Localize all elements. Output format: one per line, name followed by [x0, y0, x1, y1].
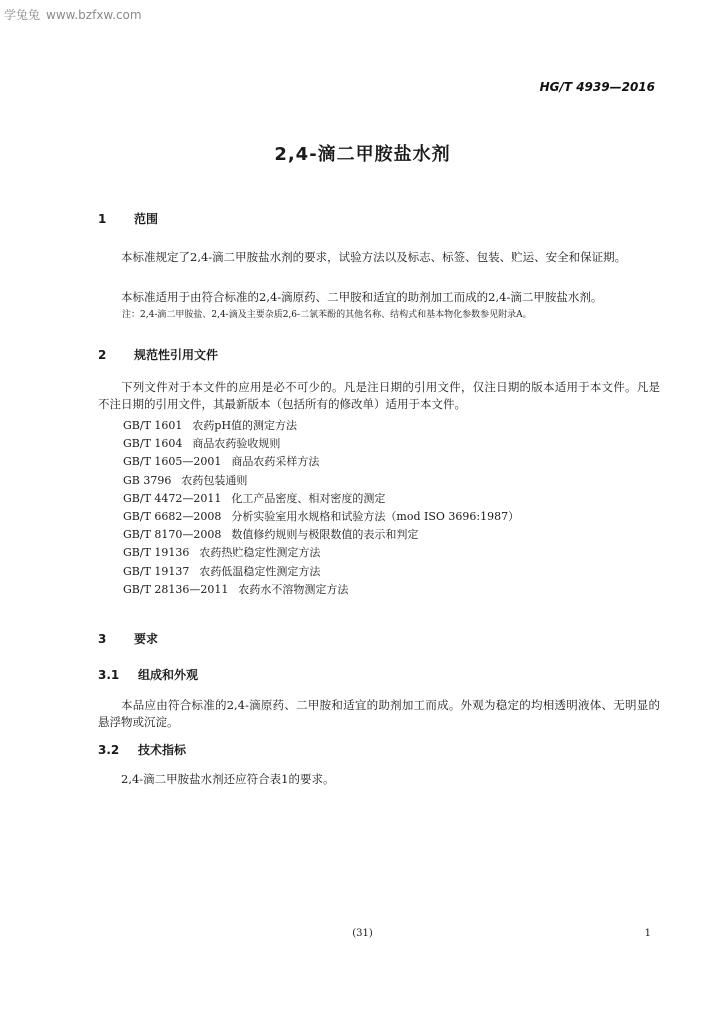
page-mark: (31): [352, 928, 373, 939]
section-number: 3: [98, 632, 107, 646]
reference-title: 分析实验室用水规格和试验方法（mod ISO 3696:1987）: [231, 509, 520, 523]
section-2-heading: [98, 346, 218, 363]
reference-item: [123, 581, 519, 599]
reference-title: 农药低温稳定性测定方法: [199, 564, 321, 578]
section-title: 范围: [134, 212, 159, 226]
reference-item: [123, 508, 519, 526]
subsection-title: 技术指标: [138, 743, 187, 757]
subsection-number: 3.1: [98, 668, 120, 682]
normative-reference-list: [123, 417, 519, 599]
reference-item: [123, 453, 519, 471]
reference-code: GB/T 19136: [123, 546, 190, 560]
section-title: 要求: [134, 632, 159, 646]
section-3-heading: [98, 630, 158, 647]
reference-item: [123, 417, 519, 435]
subsection-title: 组成和外观: [138, 668, 199, 682]
section-number: 1: [98, 212, 107, 226]
reference-code: GB/T 8170—2008: [123, 528, 222, 542]
section-3-1-text: 本品应由符合标准的2,4-滴原药、二甲胺和适宜的助剂加工而成。外观为稳定的均相透明液体、无明显的悬浮物或沉淀。: [98, 698, 660, 729]
document-title: 2,4-滴二甲胺盐水剂: [274, 144, 451, 165]
reference-code: GB/T 19137: [123, 564, 190, 578]
reference-code: GB/T 28136—2011: [123, 582, 229, 596]
reference-item: [123, 563, 519, 581]
reference-code: GB/T 6682—2008: [123, 509, 222, 523]
reference-item: [123, 490, 519, 508]
watermark: [4, 6, 142, 23]
reference-title: 商品农药验收规则: [192, 437, 281, 451]
reference-title: 农药包装通则: [181, 473, 248, 487]
section-number: 2: [98, 348, 107, 362]
section-title: 规范性引用文件: [134, 348, 219, 362]
reference-code: GB/T 1604: [123, 437, 183, 451]
section-1-paragraph-2: 本标准适用于由符合标准的2,4-滴原药、二甲胺和适宜的助剂加工而成的2,4-滴二甲胺盐水剂。: [121, 290, 603, 304]
reference-item: [123, 472, 519, 490]
section-3-2-text: 2,4-滴二甲胺盐水剂还应符合表1的要求。: [121, 772, 335, 786]
reference-code: GB/T 4472—2011: [123, 491, 222, 505]
section-1-heading: [98, 210, 158, 227]
reference-code: GB 3796: [123, 473, 172, 487]
watermark-site[interactable]: www.bzfxw.com: [46, 8, 142, 22]
reference-title: 农药热贮稳定性测定方法: [199, 546, 321, 560]
reference-title: 农药水不溶物测定方法: [238, 582, 349, 596]
section-1-note: 注：2,4-滴二甲胺盐、2,4-滴及主要杂质2,6-二氯苯酚的其他名称、结构式和基本物化参数参见附录A。: [122, 310, 532, 320]
reference-item: [123, 435, 519, 453]
section-2-intro: 下列文件对于本文件的应用是必不可少的。凡是注日期的引用文件，仅注日期的版本适用于本文件。凡是不注日期的引用文件，其最新版本（包括所有的修改单）适用于本文件。: [98, 380, 660, 411]
reference-title: 商品农药采样方法: [231, 455, 320, 469]
page-number: 1: [644, 928, 651, 939]
subsection-number: 3.2: [98, 743, 120, 757]
section-3-1-heading: [98, 666, 198, 683]
reference-item: [123, 544, 519, 562]
reference-title: 化工产品密度、相对密度的测定: [231, 491, 386, 505]
section-3-2-heading: [98, 741, 186, 758]
reference-code: GB/T 1605—2001: [123, 455, 222, 469]
reference-title: 数值修约规则与极限数值的表示和判定: [231, 528, 419, 542]
reference-item: [123, 526, 519, 544]
watermark-brand: 学兔兔: [4, 8, 41, 22]
section-1-paragraph-1: 本标准规定了2,4-滴二甲胺盐水剂的要求，试验方法以及标志、标签、包装、贮运、安全和保证期。: [121, 250, 627, 264]
reference-code: GB/T 1601: [123, 419, 183, 432]
standard-code: HG/T 4939—2016: [539, 80, 655, 94]
reference-title: 农药pH值的测定方法: [192, 419, 298, 432]
